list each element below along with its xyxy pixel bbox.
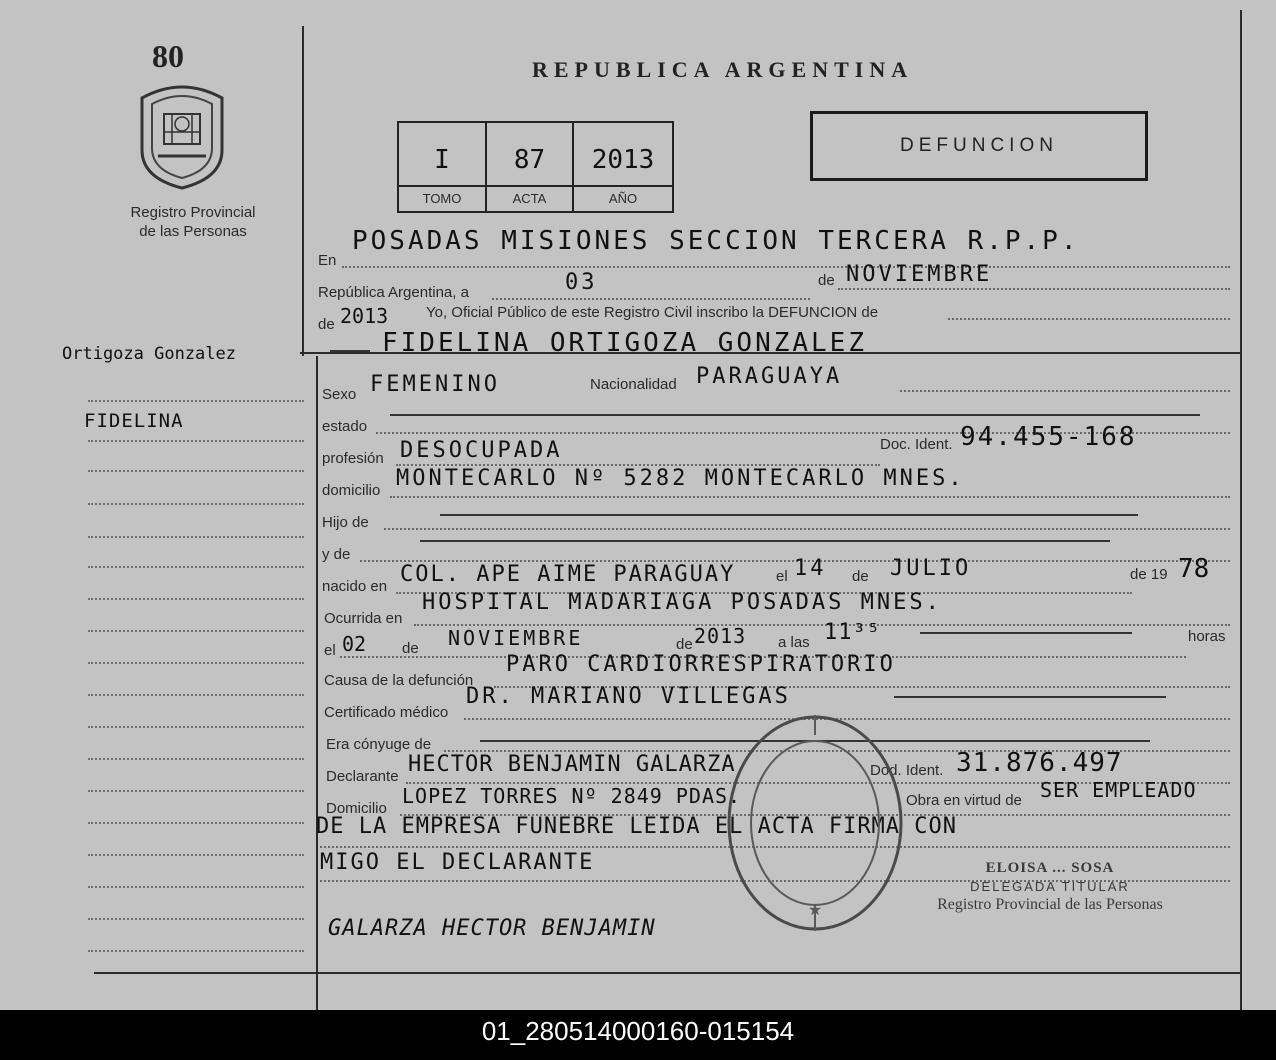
registry-line-1: Registro Provincial (130, 204, 256, 221)
label-republica: República Argentina, a (318, 284, 469, 301)
margin-dotted-line (88, 886, 304, 888)
margin-dotted-line (88, 440, 304, 442)
registry-line-2: de las Personas (139, 223, 247, 240)
label-domicilio-declarante: Domicilio (326, 800, 387, 817)
field-line (384, 528, 1230, 530)
left-column-divider (302, 26, 304, 356)
registry-stamp-icon (720, 705, 910, 935)
label-estado: estado (322, 418, 368, 435)
margin-dotted-line (88, 790, 304, 792)
label-sexo: Sexo (322, 386, 357, 403)
field-line (838, 288, 1230, 290)
anio-label: AÑO (574, 185, 672, 211)
field-doc-number: 94.455-168 (960, 422, 1137, 452)
field-declarant: HECTOR BENJAMIN GALARZA (408, 752, 736, 777)
field-doctor: DR. MARIANO VILLEGAS (466, 684, 791, 709)
document-type-box: DEFUNCION (810, 111, 1148, 181)
label-el-death: el (324, 642, 336, 659)
misiones-seal-icon (134, 80, 230, 190)
margin-surname: Ortigoza Gonzalez (62, 344, 236, 364)
field-declarant-address: LOPEZ TORRES Nº 2849 PDAS. (402, 784, 742, 808)
margin-dotted-line (88, 400, 304, 402)
field-address: MONTECARLO Nº 5282 MONTECARLO MNES. (396, 466, 965, 491)
label-conyuge: Era cónyuge de (326, 736, 432, 753)
label-horas: horas (1188, 628, 1226, 645)
field-birthplace: COL. APE AIME PARAGUAY (400, 562, 736, 587)
margin-dotted-line (88, 694, 304, 696)
margin-dotted-line (88, 566, 304, 568)
field-declarant-doc: 31.876.497 (956, 748, 1123, 778)
margin-dotted-line (88, 598, 304, 600)
label-dod-ident: Dod. Ident. (870, 762, 944, 779)
underline (894, 696, 1166, 698)
field-birth-month: JULIO (890, 556, 972, 581)
label-a-las: a las (778, 634, 810, 651)
field-nationality: PARAGUAYA (696, 364, 843, 389)
label-doc-ident: Doc. Ident. (880, 436, 953, 453)
svg-text:★: ★ (807, 900, 823, 919)
registry-name (100, 203, 286, 241)
label-certificado: Certificado médico (324, 704, 449, 721)
field-occupation: DESOCUPADA (400, 438, 563, 463)
margin-dotted-line (88, 503, 304, 505)
margin-dotted-line (88, 536, 304, 538)
label-obra: Obra en virtud de (906, 792, 1022, 809)
label-de-year: de (318, 316, 335, 333)
label-nacionalidad: Nacionalidad (590, 376, 677, 393)
margin-given-name: FIDELINA (84, 410, 184, 432)
label-y-de: y de (322, 546, 351, 563)
declarant-signature: GALARZA HECTOR BENJAMIN (328, 916, 656, 941)
label-nacido-en: nacido en (322, 578, 388, 595)
field-sex: FEMENINO (370, 372, 500, 397)
tomo-label: TOMO (399, 185, 485, 211)
underline (420, 540, 1110, 542)
margin-dotted-line (88, 726, 304, 728)
margin-dotted-line (88, 758, 304, 760)
label-de-death: de (402, 640, 419, 657)
field-place: POSADAS MISIONES SECCION TERCERA R.P.P. (352, 226, 1080, 256)
field-birth-year: 78 (1178, 554, 1210, 584)
margin-dotted-line (88, 470, 304, 472)
field-remarks-line-2: MIGO EL DECLARANTE (320, 850, 595, 875)
label-de-month: de (852, 568, 869, 585)
underline (440, 514, 1138, 516)
field-line (492, 298, 810, 300)
acta-value: 87 (513, 145, 546, 175)
field-death-day: 02 (342, 632, 367, 656)
margin-dotted-line (88, 854, 304, 856)
label-domicilio: domicilio (322, 482, 381, 499)
bottom-rule (94, 972, 1240, 974)
margin-dotted-line (88, 822, 304, 824)
label-de-year-death: de (676, 636, 693, 653)
country-title: REPUBLICA ARGENTINA (532, 57, 914, 82)
official-name: ELOISA ... SOSA (985, 860, 1115, 876)
field-remarks-line-1: DE LA EMPRESA FUNEBRE LEIDA EL ACTA FIRMA CON (316, 814, 958, 839)
right-border (1240, 10, 1242, 1010)
field-year: 2013 (340, 304, 389, 328)
official-signature-block (930, 860, 1170, 914)
label-de-19: de 19 (1130, 566, 1168, 583)
tomo-value: I (434, 145, 450, 175)
label-declarante: Declarante (326, 768, 399, 785)
label-de: de (818, 272, 835, 289)
margin-dotted-line (88, 950, 304, 952)
underline (920, 632, 1132, 634)
margin-dotted-line (88, 918, 304, 920)
underline (330, 350, 370, 352)
field-capacity: SER EMPLEADO (1040, 778, 1197, 802)
field-line (390, 496, 1230, 498)
label-yo: Yo, Oficial Público de este Registro Civil inscribo la DEFUNCION de (426, 304, 879, 321)
official-role: DELEGADA TITULAR (970, 879, 1130, 894)
field-deceased: FIDELINA ORTIGOZA GONZALEZ (382, 328, 867, 358)
acta-label: ACTA (487, 185, 572, 211)
label-ocurrida-en: Ocurrida en (324, 610, 403, 627)
field-line (342, 266, 1230, 268)
label-hijo-de: Hijo de (322, 514, 369, 531)
anio-cell (574, 123, 672, 211)
label-en: En (318, 252, 337, 269)
field-line (900, 390, 1230, 392)
page-number: 80 (152, 38, 184, 74)
tomo-cell (399, 123, 487, 211)
label-el: el (776, 568, 788, 585)
field-death-place: HOSPITAL MADARIAGA POSADAS MNES. (422, 590, 942, 615)
underline (390, 414, 1200, 416)
field-death-time: 11³⁵ (824, 620, 881, 645)
field-day: 03 (565, 270, 598, 295)
label-profesion: profesión (322, 450, 384, 467)
field-cause: PARO CARDIORRESPIRATORIO (506, 652, 896, 677)
label-causa: Causa de la defunción (324, 672, 474, 689)
official-org: Registro Provincial de las Personas (937, 896, 1163, 913)
scan-reference-code: 01_280514000160-015154 (0, 1010, 1276, 1060)
field-birth-day: 14 (794, 556, 827, 581)
field-month: NOVIEMBRE (846, 262, 993, 287)
left-column-divider-lower (316, 356, 318, 1010)
field-death-year: 2013 (694, 624, 747, 648)
margin-dotted-line (88, 662, 304, 664)
acta-cell (487, 123, 574, 211)
field-line (948, 318, 1230, 320)
record-reference-box (397, 121, 674, 213)
anio-value: 2013 (591, 145, 655, 175)
margin-dotted-line (88, 630, 304, 632)
field-death-month: NOVIEMBRE (448, 626, 584, 650)
